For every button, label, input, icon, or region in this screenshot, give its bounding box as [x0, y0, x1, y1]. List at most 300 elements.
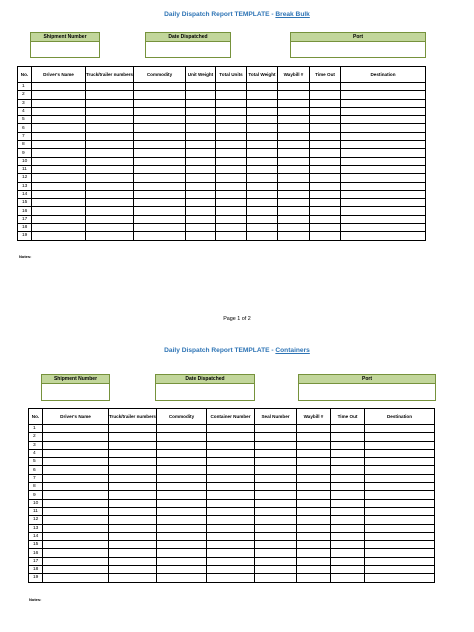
- table-cell[interactable]: [255, 541, 297, 549]
- table-cell[interactable]: [43, 491, 109, 499]
- table-cell[interactable]: [278, 165, 310, 173]
- table-cell[interactable]: [310, 107, 341, 115]
- table-cell[interactable]: [207, 524, 255, 532]
- table-cell[interactable]: [134, 132, 186, 140]
- table-cell[interactable]: [297, 491, 331, 499]
- table-cell[interactable]: [247, 215, 278, 223]
- table-cell[interactable]: [32, 199, 86, 207]
- table-cell[interactable]: [331, 516, 365, 524]
- table-cell[interactable]: [32, 83, 86, 91]
- table-cell[interactable]: [109, 557, 157, 565]
- table-cell[interactable]: [365, 474, 435, 482]
- table-cell[interactable]: [365, 499, 435, 507]
- table-cell[interactable]: [247, 207, 278, 215]
- table-cell[interactable]: [216, 224, 247, 232]
- table-cell[interactable]: [207, 541, 255, 549]
- table-cell[interactable]: [216, 182, 247, 190]
- table-cell[interactable]: [216, 141, 247, 149]
- table-cell[interactable]: [43, 433, 109, 441]
- table-cell[interactable]: [86, 91, 134, 99]
- table-cell[interactable]: [186, 124, 216, 132]
- table-cell[interactable]: [365, 491, 435, 499]
- table-cell[interactable]: [365, 449, 435, 457]
- table-cell[interactable]: [86, 141, 134, 149]
- table-cell[interactable]: [207, 549, 255, 557]
- table-cell[interactable]: [310, 182, 341, 190]
- table-cell[interactable]: [297, 524, 331, 532]
- table-cell[interactable]: [32, 91, 86, 99]
- table-cell[interactable]: [32, 224, 86, 232]
- table-cell[interactable]: [365, 433, 435, 441]
- table-cell[interactable]: [32, 141, 86, 149]
- table-cell[interactable]: [43, 466, 109, 474]
- table-cell[interactable]: [216, 199, 247, 207]
- table-cell[interactable]: [134, 224, 186, 232]
- table-cell[interactable]: [43, 458, 109, 466]
- table-cell[interactable]: [207, 557, 255, 565]
- table-cell[interactable]: [365, 441, 435, 449]
- table-cell[interactable]: [43, 566, 109, 574]
- table-cell[interactable]: [331, 557, 365, 565]
- table-cell[interactable]: [134, 174, 186, 182]
- table-cell[interactable]: [134, 190, 186, 198]
- table-cell[interactable]: [157, 549, 207, 557]
- table-cell[interactable]: [255, 557, 297, 565]
- table-cell[interactable]: [297, 557, 331, 565]
- table-cell[interactable]: [297, 441, 331, 449]
- table-cell[interactable]: [86, 99, 134, 107]
- table-cell[interactable]: [278, 116, 310, 124]
- table-cell[interactable]: [255, 458, 297, 466]
- table-cell[interactable]: [216, 91, 247, 99]
- table-cell[interactable]: [216, 83, 247, 91]
- table-cell[interactable]: [331, 425, 365, 433]
- table-cell[interactable]: [157, 458, 207, 466]
- table-cell[interactable]: [43, 574, 109, 582]
- table-cell[interactable]: [297, 483, 331, 491]
- table-cell[interactable]: [109, 499, 157, 507]
- table-cell[interactable]: [341, 132, 426, 140]
- table-cell[interactable]: [365, 425, 435, 433]
- table-cell[interactable]: [310, 157, 341, 165]
- table-cell[interactable]: [134, 141, 186, 149]
- table-cell[interactable]: [341, 182, 426, 190]
- table-cell[interactable]: [255, 549, 297, 557]
- table-cell[interactable]: [109, 474, 157, 482]
- table-cell[interactable]: [310, 141, 341, 149]
- table-cell[interactable]: [32, 116, 86, 124]
- table-cell[interactable]: [186, 232, 216, 240]
- table-cell[interactable]: [255, 483, 297, 491]
- table-cell[interactable]: [157, 474, 207, 482]
- table-cell[interactable]: [109, 574, 157, 582]
- table-cell[interactable]: [310, 132, 341, 140]
- table-cell[interactable]: [186, 116, 216, 124]
- table-cell[interactable]: [86, 224, 134, 232]
- table-cell[interactable]: [365, 532, 435, 540]
- table-cell[interactable]: [134, 83, 186, 91]
- table-cell[interactable]: [32, 107, 86, 115]
- table-cell[interactable]: [134, 124, 186, 132]
- table-cell[interactable]: [109, 433, 157, 441]
- table-cell[interactable]: [134, 91, 186, 99]
- table-cell[interactable]: [297, 574, 331, 582]
- table-cell[interactable]: [186, 174, 216, 182]
- table-cell[interactable]: [207, 566, 255, 574]
- table-cell[interactable]: [297, 532, 331, 540]
- table-cell[interactable]: [157, 574, 207, 582]
- table-cell[interactable]: [297, 549, 331, 557]
- table-cell[interactable]: [109, 549, 157, 557]
- table-cell[interactable]: [365, 507, 435, 515]
- table-cell[interactable]: [207, 491, 255, 499]
- table-cell[interactable]: [278, 124, 310, 132]
- table-cell[interactable]: [207, 499, 255, 507]
- table-cell[interactable]: [310, 199, 341, 207]
- table-cell[interactable]: [255, 449, 297, 457]
- table-cell[interactable]: [310, 165, 341, 173]
- table-cell[interactable]: [341, 83, 426, 91]
- table-cell[interactable]: [207, 574, 255, 582]
- table-cell[interactable]: [297, 516, 331, 524]
- table-cell[interactable]: [341, 190, 426, 198]
- table-cell[interactable]: [207, 532, 255, 540]
- table-cell[interactable]: [341, 174, 426, 182]
- table-cell[interactable]: [43, 557, 109, 565]
- table-cell[interactable]: [43, 441, 109, 449]
- table-cell[interactable]: [109, 532, 157, 540]
- table-cell[interactable]: [247, 182, 278, 190]
- table-cell[interactable]: [216, 190, 247, 198]
- table-cell[interactable]: [278, 207, 310, 215]
- table-cell[interactable]: [86, 232, 134, 240]
- table-cell[interactable]: [109, 441, 157, 449]
- table-cell[interactable]: [86, 182, 134, 190]
- table-cell[interactable]: [216, 207, 247, 215]
- table-cell[interactable]: [207, 425, 255, 433]
- table-cell[interactable]: [216, 116, 247, 124]
- table-cell[interactable]: [278, 232, 310, 240]
- table-cell[interactable]: [32, 174, 86, 182]
- table-cell[interactable]: [216, 165, 247, 173]
- table-cell[interactable]: [341, 157, 426, 165]
- table-cell[interactable]: [86, 132, 134, 140]
- table-cell[interactable]: [310, 116, 341, 124]
- table-cell[interactable]: [43, 524, 109, 532]
- table-cell[interactable]: [86, 215, 134, 223]
- table-cell[interactable]: [341, 124, 426, 132]
- table-cell[interactable]: [341, 199, 426, 207]
- table-cell[interactable]: [157, 541, 207, 549]
- table-cell[interactable]: [134, 116, 186, 124]
- table-cell[interactable]: [278, 107, 310, 115]
- table-cell[interactable]: [207, 441, 255, 449]
- table-cell[interactable]: [134, 107, 186, 115]
- table-cell[interactable]: [43, 516, 109, 524]
- table-cell[interactable]: [186, 107, 216, 115]
- table-cell[interactable]: [331, 441, 365, 449]
- table-cell[interactable]: [341, 232, 426, 240]
- table-cell[interactable]: [247, 224, 278, 232]
- table-cell[interactable]: [365, 524, 435, 532]
- table-cell[interactable]: [247, 157, 278, 165]
- table-cell[interactable]: [157, 483, 207, 491]
- table-cell[interactable]: [310, 174, 341, 182]
- table-cell[interactable]: [341, 99, 426, 107]
- table-cell[interactable]: [297, 433, 331, 441]
- table-cell[interactable]: [186, 190, 216, 198]
- table-cell[interactable]: [186, 199, 216, 207]
- table-cell[interactable]: [255, 507, 297, 515]
- table-cell[interactable]: [216, 107, 247, 115]
- table-cell[interactable]: [207, 458, 255, 466]
- table-cell[interactable]: [297, 566, 331, 574]
- table-cell[interactable]: [278, 157, 310, 165]
- table-cell[interactable]: [216, 149, 247, 157]
- table-cell[interactable]: [43, 425, 109, 433]
- table-cell[interactable]: [278, 141, 310, 149]
- table-cell[interactable]: [186, 99, 216, 107]
- table-cell[interactable]: [247, 174, 278, 182]
- table-cell[interactable]: [109, 483, 157, 491]
- table-cell[interactable]: [109, 491, 157, 499]
- table-cell[interactable]: [186, 182, 216, 190]
- table-cell[interactable]: [186, 83, 216, 91]
- table-cell[interactable]: [186, 207, 216, 215]
- table-cell[interactable]: [310, 83, 341, 91]
- table-cell[interactable]: [109, 458, 157, 466]
- table-cell[interactable]: [331, 491, 365, 499]
- table-cell[interactable]: [86, 199, 134, 207]
- table-cell[interactable]: [207, 507, 255, 515]
- table-cell[interactable]: [297, 425, 331, 433]
- table-cell[interactable]: [331, 507, 365, 515]
- table-cell[interactable]: [109, 507, 157, 515]
- table-cell[interactable]: [255, 516, 297, 524]
- table-cell[interactable]: [32, 215, 86, 223]
- table-cell[interactable]: [341, 207, 426, 215]
- table-cell[interactable]: [278, 199, 310, 207]
- table-cell[interactable]: [365, 549, 435, 557]
- table-cell[interactable]: [247, 165, 278, 173]
- table-cell[interactable]: [134, 99, 186, 107]
- table-cell[interactable]: [341, 141, 426, 149]
- table-cell[interactable]: [86, 174, 134, 182]
- table-cell[interactable]: [255, 524, 297, 532]
- table-cell[interactable]: [86, 190, 134, 198]
- table-cell[interactable]: [365, 466, 435, 474]
- table-cell[interactable]: [331, 524, 365, 532]
- table-cell[interactable]: [331, 541, 365, 549]
- table-cell[interactable]: [247, 199, 278, 207]
- table-cell[interactable]: [134, 215, 186, 223]
- table-cell[interactable]: [134, 165, 186, 173]
- table-cell[interactable]: [278, 174, 310, 182]
- table-cell[interactable]: [341, 165, 426, 173]
- table-cell[interactable]: [216, 132, 247, 140]
- table-cell[interactable]: [32, 124, 86, 132]
- table-cell[interactable]: [255, 466, 297, 474]
- table-cell[interactable]: [310, 232, 341, 240]
- table-cell[interactable]: [341, 224, 426, 232]
- table-cell[interactable]: [109, 516, 157, 524]
- table-cell[interactable]: [32, 165, 86, 173]
- table-cell[interactable]: [331, 499, 365, 507]
- table-cell[interactable]: [186, 149, 216, 157]
- table-cell[interactable]: [157, 566, 207, 574]
- table-cell[interactable]: [255, 491, 297, 499]
- table-cell[interactable]: [134, 199, 186, 207]
- table-cell[interactable]: [331, 483, 365, 491]
- table-cell[interactable]: [157, 516, 207, 524]
- table-cell[interactable]: [297, 449, 331, 457]
- table-cell[interactable]: [157, 449, 207, 457]
- table-cell[interactable]: [278, 182, 310, 190]
- table-cell[interactable]: [278, 224, 310, 232]
- table-cell[interactable]: [310, 207, 341, 215]
- table-cell[interactable]: [86, 207, 134, 215]
- table-cell[interactable]: [247, 149, 278, 157]
- table-cell[interactable]: [255, 433, 297, 441]
- table-cell[interactable]: [186, 141, 216, 149]
- table-cell[interactable]: [365, 566, 435, 574]
- table-cell[interactable]: [331, 566, 365, 574]
- table-cell[interactable]: [109, 449, 157, 457]
- table-cell[interactable]: [207, 516, 255, 524]
- table-cell[interactable]: [310, 124, 341, 132]
- table-cell[interactable]: [216, 124, 247, 132]
- table-cell[interactable]: [255, 566, 297, 574]
- table-cell[interactable]: [86, 149, 134, 157]
- table-cell[interactable]: [134, 149, 186, 157]
- table-cell[interactable]: [365, 516, 435, 524]
- table-cell[interactable]: [43, 532, 109, 540]
- table-cell[interactable]: [43, 549, 109, 557]
- table-cell[interactable]: [157, 499, 207, 507]
- table-cell[interactable]: [247, 232, 278, 240]
- table-cell[interactable]: [43, 474, 109, 482]
- table-cell[interactable]: [207, 433, 255, 441]
- table-cell[interactable]: [134, 207, 186, 215]
- table-cell[interactable]: [32, 99, 86, 107]
- table-cell[interactable]: [109, 566, 157, 574]
- table-cell[interactable]: [255, 574, 297, 582]
- table-cell[interactable]: [32, 207, 86, 215]
- table-cell[interactable]: [247, 83, 278, 91]
- table-cell[interactable]: [331, 433, 365, 441]
- table-cell[interactable]: [186, 215, 216, 223]
- table-cell[interactable]: [109, 524, 157, 532]
- table-cell[interactable]: [134, 232, 186, 240]
- table-cell[interactable]: [310, 224, 341, 232]
- table-cell[interactable]: [43, 449, 109, 457]
- table-cell[interactable]: [157, 425, 207, 433]
- table-cell[interactable]: [247, 141, 278, 149]
- table-cell[interactable]: [186, 91, 216, 99]
- table-cell[interactable]: [109, 541, 157, 549]
- table-cell[interactable]: [297, 541, 331, 549]
- table-cell[interactable]: [207, 483, 255, 491]
- table-cell[interactable]: [32, 149, 86, 157]
- table-cell[interactable]: [207, 466, 255, 474]
- table-cell[interactable]: [247, 107, 278, 115]
- table-cell[interactable]: [43, 507, 109, 515]
- table-cell[interactable]: [255, 499, 297, 507]
- table-cell[interactable]: [186, 132, 216, 140]
- table-cell[interactable]: [331, 466, 365, 474]
- table-cell[interactable]: [157, 507, 207, 515]
- table-cell[interactable]: [278, 149, 310, 157]
- table-cell[interactable]: [32, 157, 86, 165]
- table-cell[interactable]: [297, 474, 331, 482]
- table-cell[interactable]: [247, 91, 278, 99]
- table-cell[interactable]: [247, 190, 278, 198]
- table-cell[interactable]: [216, 232, 247, 240]
- table-cell[interactable]: [109, 466, 157, 474]
- table-cell[interactable]: [109, 425, 157, 433]
- table-cell[interactable]: [157, 524, 207, 532]
- table-cell[interactable]: [297, 466, 331, 474]
- table-cell[interactable]: [297, 458, 331, 466]
- table-cell[interactable]: [331, 458, 365, 466]
- table-cell[interactable]: [278, 99, 310, 107]
- table-cell[interactable]: [365, 483, 435, 491]
- table-cell[interactable]: [310, 215, 341, 223]
- table-cell[interactable]: [247, 99, 278, 107]
- table-cell[interactable]: [278, 91, 310, 99]
- table-cell[interactable]: [365, 574, 435, 582]
- table-cell[interactable]: [216, 157, 247, 165]
- table-cell[interactable]: [157, 532, 207, 540]
- table-cell[interactable]: [43, 483, 109, 491]
- table-cell[interactable]: [86, 124, 134, 132]
- table-cell[interactable]: [86, 116, 134, 124]
- table-cell[interactable]: [157, 466, 207, 474]
- table-cell[interactable]: [134, 157, 186, 165]
- table-cell[interactable]: [32, 190, 86, 198]
- table-cell[interactable]: [331, 574, 365, 582]
- table-cell[interactable]: [341, 215, 426, 223]
- table-cell[interactable]: [216, 174, 247, 182]
- table-cell[interactable]: [134, 182, 186, 190]
- table-cell[interactable]: [310, 99, 341, 107]
- table-cell[interactable]: [331, 549, 365, 557]
- table-cell[interactable]: [341, 149, 426, 157]
- table-cell[interactable]: [32, 232, 86, 240]
- table-cell[interactable]: [157, 491, 207, 499]
- table-cell[interactable]: [341, 107, 426, 115]
- table-cell[interactable]: [278, 132, 310, 140]
- table-cell[interactable]: [278, 215, 310, 223]
- table-cell[interactable]: [310, 190, 341, 198]
- table-cell[interactable]: [341, 116, 426, 124]
- table-cell[interactable]: [157, 433, 207, 441]
- table-cell[interactable]: [247, 124, 278, 132]
- table-cell[interactable]: [157, 557, 207, 565]
- table-cell[interactable]: [278, 83, 310, 91]
- table-cell[interactable]: [310, 91, 341, 99]
- table-cell[interactable]: [86, 165, 134, 173]
- table-cell[interactable]: [157, 441, 207, 449]
- table-cell[interactable]: [86, 107, 134, 115]
- table-cell[interactable]: [247, 132, 278, 140]
- table-cell[interactable]: [255, 532, 297, 540]
- table-cell[interactable]: [310, 149, 341, 157]
- table-cell[interactable]: [255, 425, 297, 433]
- table-cell[interactable]: [255, 474, 297, 482]
- table-cell[interactable]: [247, 116, 278, 124]
- table-cell[interactable]: [331, 532, 365, 540]
